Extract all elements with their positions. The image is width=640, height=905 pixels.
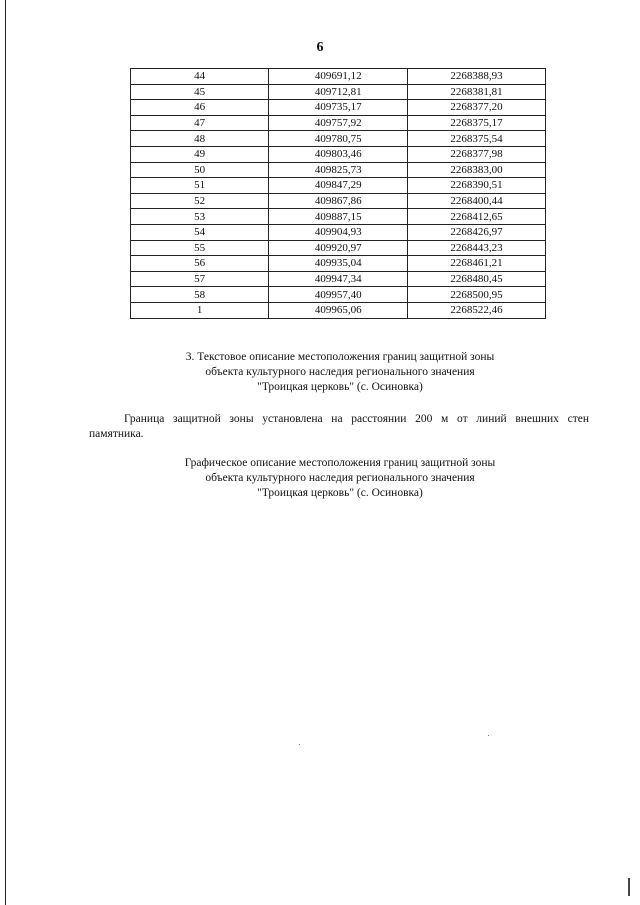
- x-coordinate-cell: 409965,06: [269, 302, 408, 318]
- y-coordinate-cell: 2268412,65: [408, 209, 546, 225]
- point-number-cell: 51: [131, 178, 269, 194]
- graphic-description-heading: [0, 456, 640, 501]
- x-coordinate-cell: 409691,12: [269, 69, 408, 85]
- point-number-cell: 49: [131, 146, 269, 162]
- x-coordinate-cell: 409957,40: [269, 287, 408, 303]
- y-coordinate-cell: 2268522,46: [408, 302, 546, 318]
- y-coordinate-cell: 2268375,17: [408, 115, 546, 131]
- point-number-cell: 48: [131, 131, 269, 147]
- scan-speck: [488, 735, 489, 736]
- table-row: [131, 287, 546, 303]
- coordinates-table: [130, 68, 546, 319]
- section-3-heading: [0, 350, 640, 395]
- table-row: [131, 178, 546, 194]
- point-number-cell: 44: [131, 69, 269, 85]
- table-row: [131, 256, 546, 272]
- scan-speck: [299, 744, 300, 745]
- point-number-cell: 50: [131, 162, 269, 178]
- table-row: [131, 302, 546, 318]
- point-number-cell: 46: [131, 100, 269, 116]
- y-coordinate-cell: 2268400,44: [408, 193, 546, 209]
- x-coordinate-cell: 409887,15: [269, 209, 408, 225]
- y-coordinate-cell: 2268381,81: [408, 84, 546, 100]
- y-coordinate-cell: 2268443,23: [408, 240, 546, 256]
- table-row: [131, 146, 546, 162]
- point-number-cell: 56: [131, 256, 269, 272]
- x-coordinate-cell: 409757,92: [269, 115, 408, 131]
- table-row: [131, 240, 546, 256]
- point-number-cell: 57: [131, 271, 269, 287]
- coordinates-table-body: [131, 69, 546, 319]
- point-number-cell: 54: [131, 224, 269, 240]
- y-coordinate-cell: 2268377,98: [408, 146, 546, 162]
- page-number: 6: [316, 40, 324, 55]
- x-coordinate-cell: 409712,81: [269, 84, 408, 100]
- point-number-cell: 45: [131, 84, 269, 100]
- y-coordinate-cell: 2268480,45: [408, 271, 546, 287]
- x-coordinate-cell: 409803,46: [269, 146, 408, 162]
- x-coordinate-cell: 409825,73: [269, 162, 408, 178]
- x-coordinate-cell: 409867,86: [269, 193, 408, 209]
- x-coordinate-cell: 409935,04: [269, 256, 408, 272]
- point-number-cell: 53: [131, 209, 269, 225]
- x-coordinate-cell: 409780,75: [269, 131, 408, 147]
- table-row: [131, 131, 546, 147]
- table-row: [131, 193, 546, 209]
- section-3-heading-line: объекта культурного наследия регионального значения: [205, 366, 475, 378]
- x-coordinate-cell: 409847,29: [269, 178, 408, 194]
- paragraph-line: памятника.: [89, 428, 144, 440]
- graphic-heading-line: "Троицкая церковь" (с. Осиновка): [257, 487, 423, 499]
- section-3-heading-line: "Троицкая церковь" (с. Осиновка): [257, 381, 423, 393]
- table-row: [131, 84, 546, 100]
- boundary-paragraph: [89, 412, 589, 442]
- y-coordinate-cell: 2268461,21: [408, 256, 546, 272]
- y-coordinate-cell: 2268383,00: [408, 162, 546, 178]
- x-coordinate-cell: 409920,97: [269, 240, 408, 256]
- point-number-cell: 55: [131, 240, 269, 256]
- table-row: [131, 100, 546, 116]
- point-number-cell: 52: [131, 193, 269, 209]
- graphic-heading-line: объекта культурного наследия регионального значения: [205, 472, 475, 484]
- paragraph-line: Граница защитной зоны установлена на расстоянии 200 м от линий внешних стен: [124, 413, 589, 425]
- point-number-cell: 1: [131, 302, 269, 318]
- section-3-heading-line: 3. Текстовое описание местоположения границ защитной зоны: [185, 351, 495, 363]
- y-coordinate-cell: 2268500,95: [408, 287, 546, 303]
- x-coordinate-cell: 409904,93: [269, 224, 408, 240]
- scan-edge: [5, 0, 6, 905]
- y-coordinate-cell: 2268375,54: [408, 131, 546, 147]
- graphic-heading-line: Графическое описание местоположения границ защитной зоны: [184, 457, 496, 469]
- y-coordinate-cell: 2268426,97: [408, 224, 546, 240]
- table-row: [131, 224, 546, 240]
- scan-edge-mark: [628, 878, 630, 896]
- table-row: [131, 162, 546, 178]
- y-coordinate-cell: 2268388,93: [408, 69, 546, 85]
- point-number-cell: 47: [131, 115, 269, 131]
- table-row: [131, 115, 546, 131]
- x-coordinate-cell: 409947,34: [269, 271, 408, 287]
- table-row: [131, 271, 546, 287]
- y-coordinate-cell: 2268390,51: [408, 178, 546, 194]
- x-coordinate-cell: 409735,17: [269, 100, 408, 116]
- point-number-cell: 58: [131, 287, 269, 303]
- table-row: [131, 69, 546, 85]
- table-row: [131, 209, 546, 225]
- y-coordinate-cell: 2268377,20: [408, 100, 546, 116]
